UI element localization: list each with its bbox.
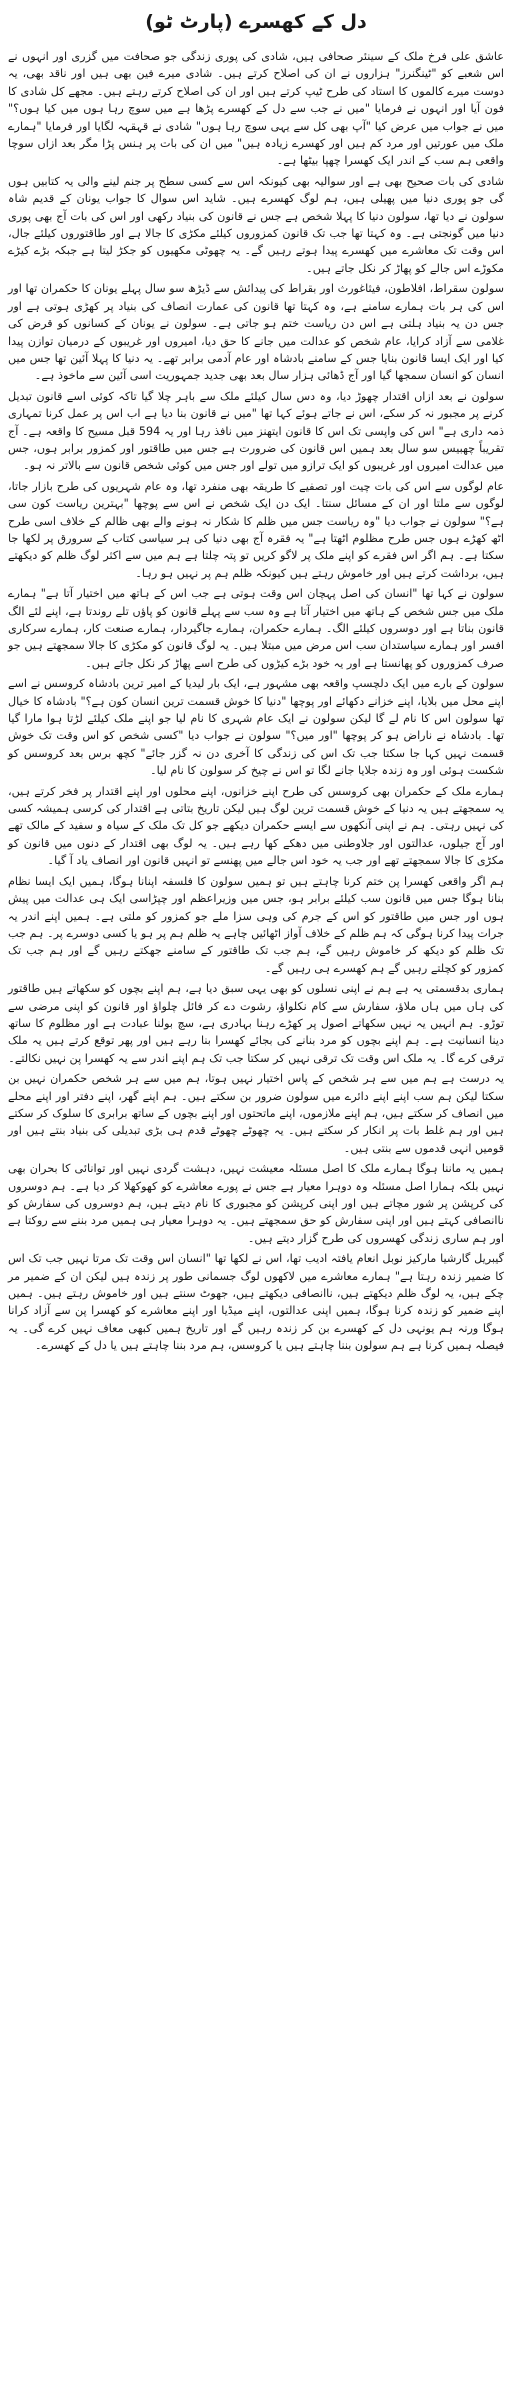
paragraph: عاشق علی فرخ ملک کے سینئر صحافی ہیں، شادی کی پوری زندگی جو صحافت میں گزری اور انہوں نے اس شعبے کو "ٹینگنرز" ہزاروں نے ان کی اصلاح کرتے ہیں۔ شادی میرے فین بھی ہیں اور ناقد بھی، یہ دوست میرے کالموں کا استاد کی طرح ٹیپ کرتے ہیں اور ان کی اصلاح کرتے رہتے ہیں۔ مجھے کل شادی کا فون آیا اور انہوں نے فرمایا "میں نے جب سے دل کے کھسرے پڑھا ہے میں سوچ رہا ہوں میں کیا ہوں؟" میں نے جواب میں عرض کیا "آپ بھی کل سے یہی سوچ رہا ہوں" شادی نے قہقہہ لگایا اور فرمایا "ہمارے ملک میں عورتیں اور مرد کم ہیں اور کھسرے زیادہ ہیں" میں ان کی بات پر ہنس پڑا مگر بعد ازاں سوچا واقعی ہم سب کے اندر ایک کھسرا چھپا بیٹھا ہے۔: [8, 50, 504, 168]
paragraph: سولون نے کہا تھا "انسان کی اصل پہچان اس وقت ہوتی ہے جب اس کے ہاتھ میں اختیار آتا ہے" ہمارے ملک میں جس شخص کے ہاتھ میں اختیار آتا ہے وہ سب سے پہلے قانون کو پاؤں تلے روندتا ہے، اپنے لئے الگ قانون بناتا ہے اور دوسروں کیلئے الگ۔ ہمارے حکمران، ہمارے جاگیردار، ہمارے صنعت کار، ہمارے سرکاری افسر اور ہمارے سیاستدان سب اس مرض میں مبتلا ہیں۔ یہ لوگ قانون کو مکڑی کا جالا سمجھتے ہیں جو صرف کمزوروں کو پھانستا ہے اور یہ خود بڑے کیڑوں کی طرح اسے پھاڑ کر نکل جاتے ہیں۔: [8, 587, 504, 670]
paragraph: ہمیں یہ ماننا ہوگا ہمارے ملک کا اصل مسئلہ معیشت نہیں، دہشت گردی نہیں اور توانائی کا بحران بھی نہیں بلکہ ہمارا اصل مسئلہ وہ دوہرا معیار ہے جس نے پورے معاشرے کو کھوکھلا کر دیا ہے۔ ہم دوسروں کی کرپشن پر شور مچاتے ہیں اور اپنی کرپشن کو مجبوری کا نام دیتے ہیں، ہم دوسروں کی سفارش کو ناانصافی کہتے ہیں اور اپنی سفارش کو حق سمجھتے ہیں۔ یہ دوہرا معیار ہی ہمیں مرد بننے سے روکتا ہے اور ہم ساری زندگی کھسروں کی طرح گزار دیتے ہیں۔: [8, 1162, 504, 1245]
paragraph: ہماری بدقسمتی یہ ہے ہم نے اپنی نسلوں کو بھی یہی سبق دیا ہے، ہم اپنے بچوں کو سکھاتے ہیں طاقتور کی ہاں میں ہاں ملاؤ، سفارش سے کام نکلواؤ، رشوت دے کر فائل چلواؤ اور قانون کو اپنی مرضی سے توڑو۔ ہم انہیں یہ نہیں سکھاتے اصول پر کھڑے رہنا بہادری ہے، سچ بولنا عبادت ہے اور مظلوم کا ساتھ دینا انسانیت ہے۔ ہم اپنے بچوں کو مرد بنانے کی بجائے کھسرا بنا رہے ہیں اور پھر توقع کرتے ہیں یہ ملک ترقی کرے گا۔ یہ ملک اس وقت تک ترقی نہیں کر سکتا جب تک ہم اپنے اندر سے یہ کھسرا پن نہیں نکالتے۔: [8, 982, 504, 1065]
paragraph: سولون کے بارے میں ایک دلچسپ واقعہ بھی مشہور ہے، ایک بار لیدیا کے امیر ترین بادشاہ کروسس نے اسے اپنے محل میں بلایا، اپنے خزانے دکھائے اور پوچھا "دنیا کا خوش قسمت ترین انسان کون ہے؟" بادشاہ کا خیال تھا سولون اس کا نام لے گا لیکن سولون نے ایک عام شہری کا نام لیا جو اپنے ملک کیلئے لڑتا ہوا مارا گیا تھا۔ بادشاہ نے ناراض ہو کر پوچھا "اور میں؟" سولون نے جواب دیا "کسی شخص کو اس وقت تک خوش قسمت نہیں کہا جا سکتا جب تک اس کی زندگی کا آخری دن نہ گزر جائے" کچھ برس بعد کروسس کو شکست ہوئی اور وہ زندہ جلایا جانے لگا تو اس نے چیخ کر سولون کا نام لیا۔: [8, 677, 504, 778]
paragraph: سولون نے بعد ازاں اقتدار چھوڑ دیا، وہ دس سال کیلئے ملک سے باہر چلا گیا تاکہ کوئی اسے قانون تبدیل کرنے پر مجبور نہ کر سکے، اس نے جاتے ہوئے کہا تھا "میں نے قانون بنا دیا ہے اب اس پر عمل کرنا تمہاری ذمہ داری ہے" اس کی واپسی تک اس کا قانون ایتھنز میں نافذ رہا اور یہ 594 قبل مسیح کا واقعہ ہے۔ آج تقریباً چھبیس سو سال بعد ہمیں اس قانون کی ضرورت ہے جس میں طاقتور اور کمزور برابر ہوں، جس میں عدالت امیروں اور غریبوں کو ایک ترازو میں تولے اور جس میں کوئی شخص قانون سے بالاتر نہ ہو۔: [8, 389, 504, 473]
paragraph: سولون سقراط، افلاطون، فیثاغورث اور بقراط کی پیدائش سے ڈیڑھ سو سال پہلے یونان کا حکمران تھا اور اس کی ہر بات ہمارے سامنے ہے، وہ کہتا تھا قانون کی عمارت انصاف کی بنیاد پر کھڑی ہوتی ہے اور جس دن یہ بنیاد ہلتی ہے اس دن ریاست ختم ہو جاتی ہے۔ سولون نے یونان کے کسانوں کو قرض کی غلامی سے آزاد کرایا، عام شخص کو عدالت میں جانے کا حق دیا، امیروں اور غریبوں کے درمیان توازن پیدا کیا اور ایک ایسا قانون بنایا جس کے سامنے بادشاہ اور عام آدمی برابر تھے۔ یہ دنیا کا پہلا آئین تھا جس میں انسان کو انسان سمجھا گیا اور آج ڈھائی ہزار سال بعد بھی جدید جمہوریت اسی آئین سے ماخوذ ہے۔: [8, 282, 504, 383]
paragraph: شادی کی بات صحیح بھی ہے اور سوالیہ بھی کیونکہ اس سے کسی سطح پر جنم لینے والی یہ کتابیں ہوں گی جو پوری دنیا میں پھیلی ہیں، ہم لوگ کھسرے ہیں۔ شاید اس سوال کا جواب یونان کے قدیم شاہ سولون نے دیا تھا، سولون دنیا کا پہلا شخص ہے جس نے قانون کی بنیاد رکھی اور اس کی بات آج بھی پوری دنیا میں گونجتی ہے۔ وہ کہتا تھا جب تک قانون کمزوروں کیلئے مکڑی کا جالا ہے اور طاقتوروں کیلئے جال، اس وقت تک معاشرے میں کھسرے پیدا ہوتے رہیں گے۔ یہ چھوٹی مکھیوں کو جکڑ لیتا ہے جبکہ بڑے کیڑے مکوڑے اس جالے کو پھاڑ کر نکل جاتے ہیں۔: [8, 174, 504, 275]
article-body: [8, 48, 504, 1355]
paragraph: گیبریل گارشیا مارکیز نوبل انعام یافتہ ادیب تھا، اس نے لکھا تھا "انسان اس وقت تک مرتا نہیں جب تک اس کا ضمیر زندہ رہتا ہے" ہمارے معاشرے میں لاکھوں لوگ جسمانی طور پر زندہ ہیں لیکن ان کے ضمیر مر چکے ہیں، یہ لوگ ظلم دیکھتے ہیں، ناانصافی دیکھتے ہیں، جھوٹ سنتے ہیں اور خاموش رہتے ہیں۔ ہمیں اپنے ضمیر کو زندہ کرنا ہوگا، ہمیں اپنی عدالتوں، اپنے میڈیا اور اپنے معاشرے کو کھسرا پن سے آزاد کرانا ہوگا ورنہ ہم یونہی دل کے کھسرے بن کر زندہ رہیں گے اور تاریخ ہمیں کبھی معاف نہیں کرے گی۔ یہ فیصلہ ہمیں کرنا ہے ہم سولون بننا چاہتے ہیں یا کروسس، ہم مرد بننا چاہتے ہیں یا دل کے کھسرے۔: [8, 1252, 504, 1353]
paragraph: یہ درست ہے ہم میں سے ہر شخص کے پاس اختیار نہیں ہوتا، ہم میں سے ہر شخص حکمران نہیں بن سکتا لیکن ہم سب اپنے اپنے دائرے میں سولون ضرور بن سکتے ہیں۔ ہم اپنے گھر، اپنے دفتر اور اپنے محلے میں انصاف کر سکتے ہیں، ہم اپنے ملازموں، اپنے ماتحتوں اور اپنے بچوں کے ساتھ برابری کا سلوک کر سکتے ہیں اور ہم غلط بات پر انکار کر سکتے ہیں۔ یہ چھوٹے چھوٹے قدم ہی بڑی تبدیلی کی بنیاد بنتے ہیں اور قومیں انہی قدموں سے بنتی ہیں۔: [8, 1072, 504, 1155]
paragraph: ہم اگر واقعی کھسرا پن ختم کرنا چاہتے ہیں تو ہمیں سولون کا فلسفہ اپنانا ہوگا، ہمیں ایک ایسا نظام بنانا ہوگا جس میں قانون سب کیلئے برابر ہو، جس میں وزیراعظم اور چپڑاسی ایک ہی عدالت میں پیش ہوں اور جس میں طاقتور کو اس کے جرم کی وہی سزا ملے جو کمزور کو ملتی ہے۔ ہمیں اپنے اندر یہ جرات پیدا کرنا ہوگی کہ ہم ظلم کے خلاف آواز اٹھائیں چاہے یہ ظلم ہم پر ہو یا کسی دوسرے پر۔ ہم جب تک ظلم کو دیکھ کر خاموش رہیں گے، ہم جب تک طاقتور کے سامنے جھکتے رہیں گے اور ہم جب تک کمزور کو کچلتے رہیں گے ہم کھسرے ہی رہیں گے۔: [8, 874, 504, 975]
paragraph: عام لوگوں سے اس کی بات چیت اور تصفیے کا طریقہ بھی منفرد تھا، وہ عام شہریوں کی طرح بازار جاتا، لوگوں سے ملتا اور ان کے مسائل سنتا۔ ایک دن ایک شخص نے اس سے پوچھا "بہترین ریاست کون سی ہے؟" سولون نے جواب دیا "وہ ریاست جس میں ظلم کا شکار نہ ہونے والے بھی ظالم کے خلاف اسی طرح اٹھ کھڑے ہوں جس طرح مظلوم اٹھتا ہے" یہ فقرہ آج بھی دنیا کی ہر سیاسی کتاب کے سرورق پر لکھا جا سکتا ہے۔ ہم اگر اس فقرے کو اپنے ملک پر لاگو کریں تو پتہ چلتا ہے ہم میں سے اکثر لوگ ظلم کو دیکھتے ہیں، برداشت کرتے ہیں اور خاموش رہتے ہیں کیونکہ ظلم ہم پر نہیں ہو رہا۔: [8, 479, 504, 580]
article-title: دل کے کھسرے (پارٹ ٹو): [145, 11, 367, 33]
paragraph: ہمارے ملک کے حکمران بھی کروسس کی طرح اپنے خزانوں، اپنے محلوں اور اپنے اقتدار پر فخر کرتے ہیں، یہ سمجھتے ہیں یہ دنیا کے خوش قسمت ترین لوگ ہیں لیکن تاریخ بتاتی ہے اقتدار کی کرسی ہمیشہ کسی کی نہیں رہتی۔ ہم نے اپنی آنکھوں سے ایسے حکمران دیکھے جو کل تک ملک کے سیاہ و سفید کے مالک تھے اور آج جیلوں، عدالتوں اور جلاوطنی میں دھکے کھا رہے ہیں۔ یہ لوگ بھی اقتدار کے دنوں میں قانون کو مکڑی کا جالا سمجھتے تھے اور جب یہ خود اس جالے میں پھنسے تو انہیں قانون اور انصاف یاد آ گیا۔: [8, 784, 504, 868]
